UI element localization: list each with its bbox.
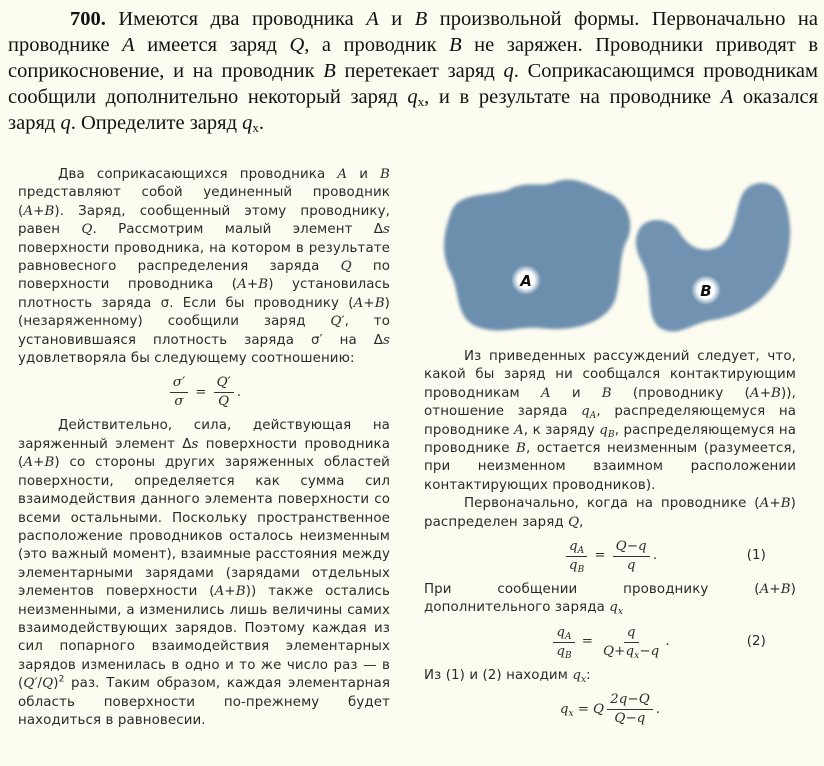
equation-number: (2) <box>746 634 766 650</box>
solution-right-column <box>424 348 796 734</box>
solution-paragraph: Из приведенных рассуждений следует, что, какой бы заряд ни сообщался контактирующим проводникам A и B (проводнику (A+B)), отношение заряда $q_A$, распределяющемуся на проводнике A, к заряду $q_B$, распределяющемуся на проводнике B, остается неизменным (разумеется, при неизменном взаимном расположении контактирующих проводников). <box>424 349 797 493</box>
conductor-a-label: A <box>520 272 532 290</box>
equation-number: (1) <box>746 548 766 564</box>
formula-result: $q_x$ = Q $\frac{2q-Q}{Q-q}$ . <box>559 692 661 727</box>
formula-1: $\frac{q_A}{q_B}$ = $\frac{Q-q}{q}$ . (1) <box>424 538 796 575</box>
solution-left-column <box>18 166 390 730</box>
solution-paragraph: Первоначально, когда на проводнике (A+B) распределен заряд Q, <box>424 496 796 530</box>
conductor-b-shape <box>636 183 790 332</box>
conductors-illustration <box>420 160 820 350</box>
formula-2: $\frac{q_A}{q_B}$ = $\frac{q}{Q+q_x-q}$ . (2) <box>424 624 796 661</box>
formula-density-ratio: $\frac{\sigma'}{\sigma}$ = $\frac{Q'}{Q}$ . <box>18 374 390 411</box>
solution-paragraph: Два соприкасающихся проводника A и B представляют собой уединенный проводник (A+B). Заряд, сообщенный этому проводнику, равен Q. Рассмотрим малый элемент Δs поверхности проводника, на котором в результате равновесного распределения заряда Q по поверхности проводника (A+B) установилась плотность заряда σ. Если бы проводнику (A+B) (незаряженному) сообщили заряд Q′, то установившаяся плотность заряда σ′ на Δs удовлетворяла бы следующему соотношению: <box>18 167 391 367</box>
conductor-a-shape <box>444 180 630 331</box>
problem-number: 700. <box>70 8 106 30</box>
problem-statement <box>8 6 818 136</box>
problem-text: Имеются два проводника A и B произвольной формы. Первоначально на проводнике A имеется заряд Q, а проводник B не заряжен. Проводники приводят в соприкосновение, и на проводник B перетекает заряд q. Соприкасающимся проводникам сообщили дополнительно некоторый заряд $q_x$, и в результате на проводнике A оказался заряд q. Определите заряд $q_x$. <box>8 8 819 135</box>
solution-paragraph: Из (1) и (2) находим $q_x$: <box>424 667 591 685</box>
conductors-figure <box>420 160 820 350</box>
solution-paragraph: Действительно, сила, действующая на заряженный элемент Δs поверхности проводника (A+B) со стороны других заряженных областей поверхности, определяется как сумма сил взаимодействия данного элемента поверхности со всеми остальными. Поскольку пространственное расположение проводников осталось неизменным (это важный момент), взаимные расстояния между элементарными зарядами (зарядами отдельных элементов поверхности (A+B)) также остались неизменными, а изменились лишь величины самих взаимодействующих зарядов. Поэтому каждая из сил попарного взаимодействия элементарных зарядов изменилась в одно и то же число раз — в $(Q'/Q)^2$ раз. Таким образом, каждая элементарная область поверхности по-прежнему будет находиться в равновесии. <box>18 418 390 728</box>
solution-paragraph: При сообщении проводнику (A+B) дополнительного заряда $q_x$ <box>424 582 796 618</box>
conductor-b-label: B <box>700 282 712 300</box>
